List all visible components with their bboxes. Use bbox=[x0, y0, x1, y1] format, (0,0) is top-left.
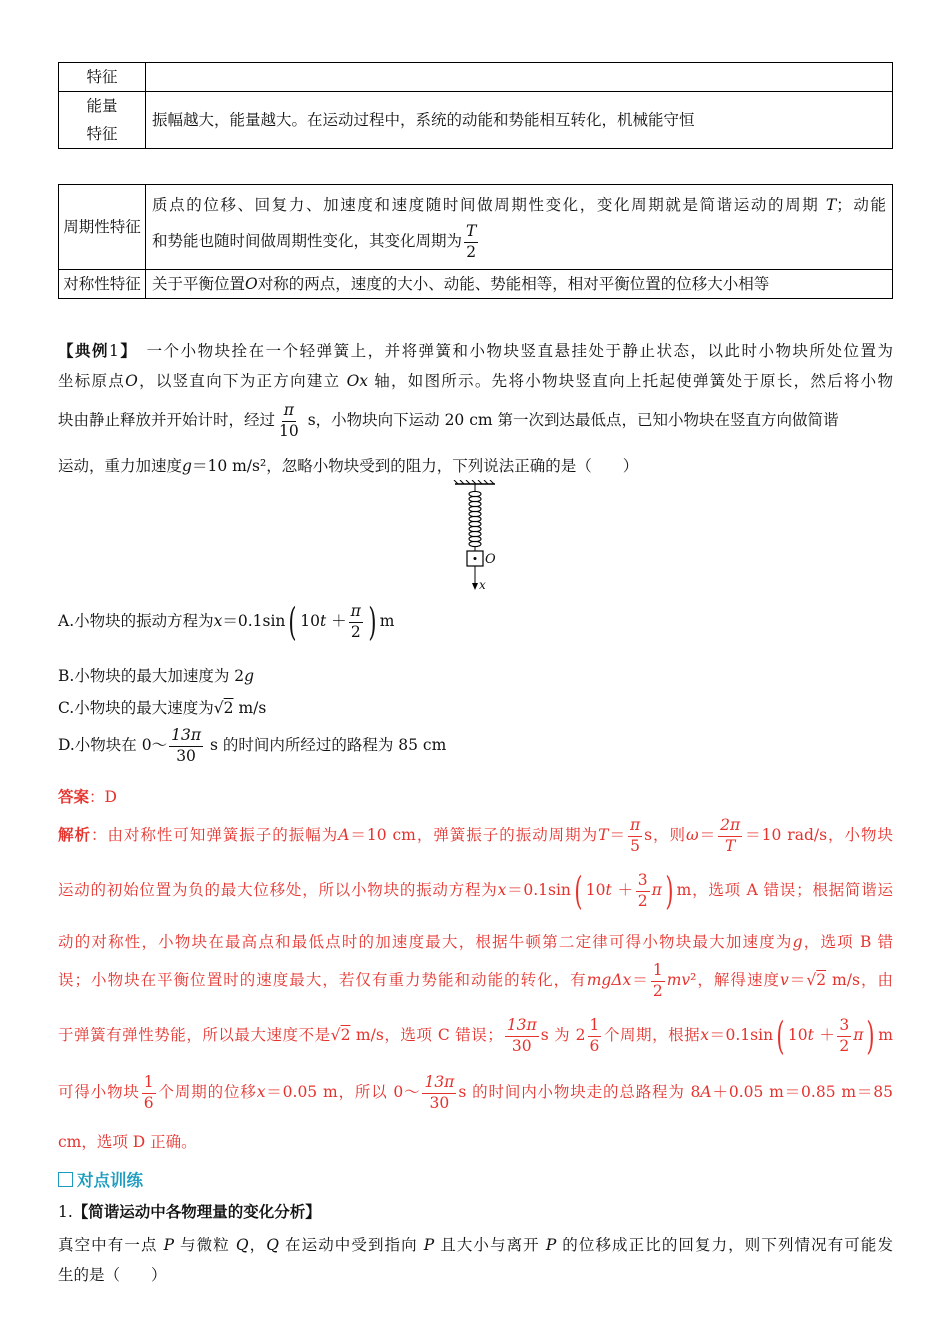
table-row bbox=[59, 92, 893, 149]
option-d: D.小物块在 0～ $\frac{13\pi}{30}$ s 的时间内所经过的路程为 85 cm bbox=[58, 726, 447, 765]
table-features bbox=[58, 184, 893, 299]
fig-label-O: O bbox=[485, 552, 496, 567]
row-head: 周期性特征 bbox=[59, 185, 146, 270]
question-1-text: 真空中有一点 P 与微粒 Q，Q 在运动中受到指向 P 且大小与离开 P 的位移成正比的回复力，则下列情况有可能发 bbox=[58, 1236, 893, 1254]
table-row bbox=[59, 63, 893, 92]
table-energy bbox=[58, 62, 893, 149]
answer: 答案：D bbox=[58, 787, 117, 806]
checkbox-square-icon bbox=[58, 1172, 73, 1187]
option-b: B.小物块的最大加速度为 2g bbox=[58, 667, 255, 685]
table-row bbox=[59, 270, 893, 299]
training-title: 对点训练 bbox=[58, 1167, 893, 1191]
row-head: 对称性特征 bbox=[59, 270, 146, 299]
fig-label-x: x bbox=[479, 578, 486, 592]
spring-figure bbox=[450, 480, 510, 595]
option-a: A.小物块的振动方程为x＝0.1sin( 10t ＋ $\frac{\pi}{2}$ ) m bbox=[58, 600, 395, 644]
row-cell: 振幅越大，能量越大。在运动过程中，系统的动能和势能相互转化，机械能守恒 bbox=[146, 92, 893, 149]
option-c: C.小物块的最大速度为√2 m/s bbox=[58, 699, 267, 717]
row-cell bbox=[146, 63, 893, 92]
table-row bbox=[59, 185, 893, 270]
question-1-header: 1.【简谐运动中各物理量的变化分析】 bbox=[58, 1202, 321, 1221]
row-head: 特征 bbox=[59, 63, 146, 92]
row-cell: 质点的位移、回复力、加速度和速度随时间做周期性变化，变化周期就是简谐运动的周期 T；动能 和势能也随时间做周期性变化，其变化周期为 $\frac{T}{2}$ bbox=[146, 185, 893, 270]
row-head: 能量 特征 bbox=[59, 92, 146, 149]
row-cell: 关于平衡位置O对称的两点，速度的大小、动能、势能相等，相对平衡位置的位移大小相等 bbox=[146, 270, 893, 299]
example-tag: 【典例1】 bbox=[58, 341, 130, 360]
